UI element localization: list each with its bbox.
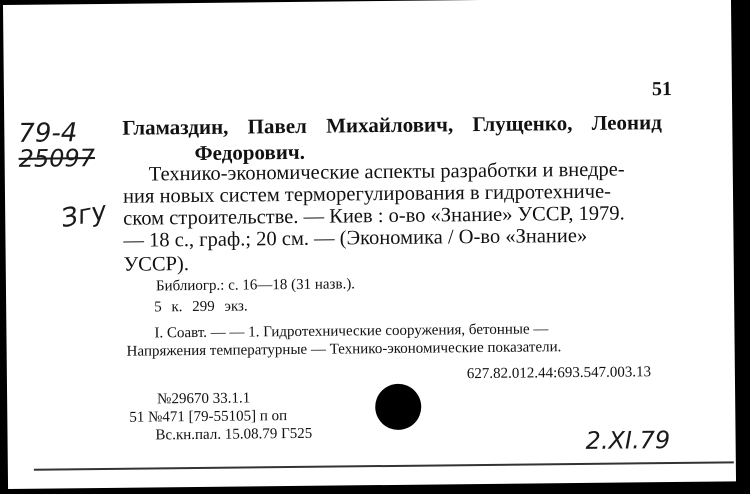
bibliography-note: Библиогр.: с. 16—18 (31 назв.). [155,276,356,295]
subject-headings: I. Соавт. — — 1. Гидротехнические сооружения, бетонные — [154,321,549,342]
description-line: УССР). [123,253,190,276]
description-line: ском строительстве. — Киев : о-во «Знание» УССР, 1979. [123,202,625,230]
page-number: 51 [651,78,673,101]
udc-classification: 627.82.012.44:693.547.003.13 [466,364,652,383]
handwritten-accession-number: 25097 [18,144,96,173]
bottom-rule [34,461,734,470]
registration-line: 51 №471 [79-55105] п оп [129,408,288,426]
author-heading: Гламаздин, Павел Михайлович, Глущенко, Леонид [122,110,662,140]
handwritten-shelf-mark: 79-4 [18,118,78,149]
print-run: 5 к. 299 экз. [154,298,248,316]
registration-line: Вс.кн.пал. 15.08.79 Г525 [155,425,313,444]
handwritten-initials: Згу [58,196,110,235]
author-heading-continuation: Федорович. [194,139,306,166]
punch-hole [375,384,421,430]
handwritten-date: 2.XI.79 [585,426,671,455]
description-line: Технико-экономические аспекты разработки и внедре- [148,158,625,186]
description-line: ния новых систем терморегулирования в гидротехниче- [122,180,612,208]
registration-line: №29670 33.1.1 [157,390,251,408]
subject-headings-continuation: Напряжения температурные — Технико-экономические показатели. [126,339,562,360]
description-line: — 18 с., граф.; 20 см. — (Экономика / О-во «Знание» [123,224,588,252]
catalog-card [3,0,736,489]
